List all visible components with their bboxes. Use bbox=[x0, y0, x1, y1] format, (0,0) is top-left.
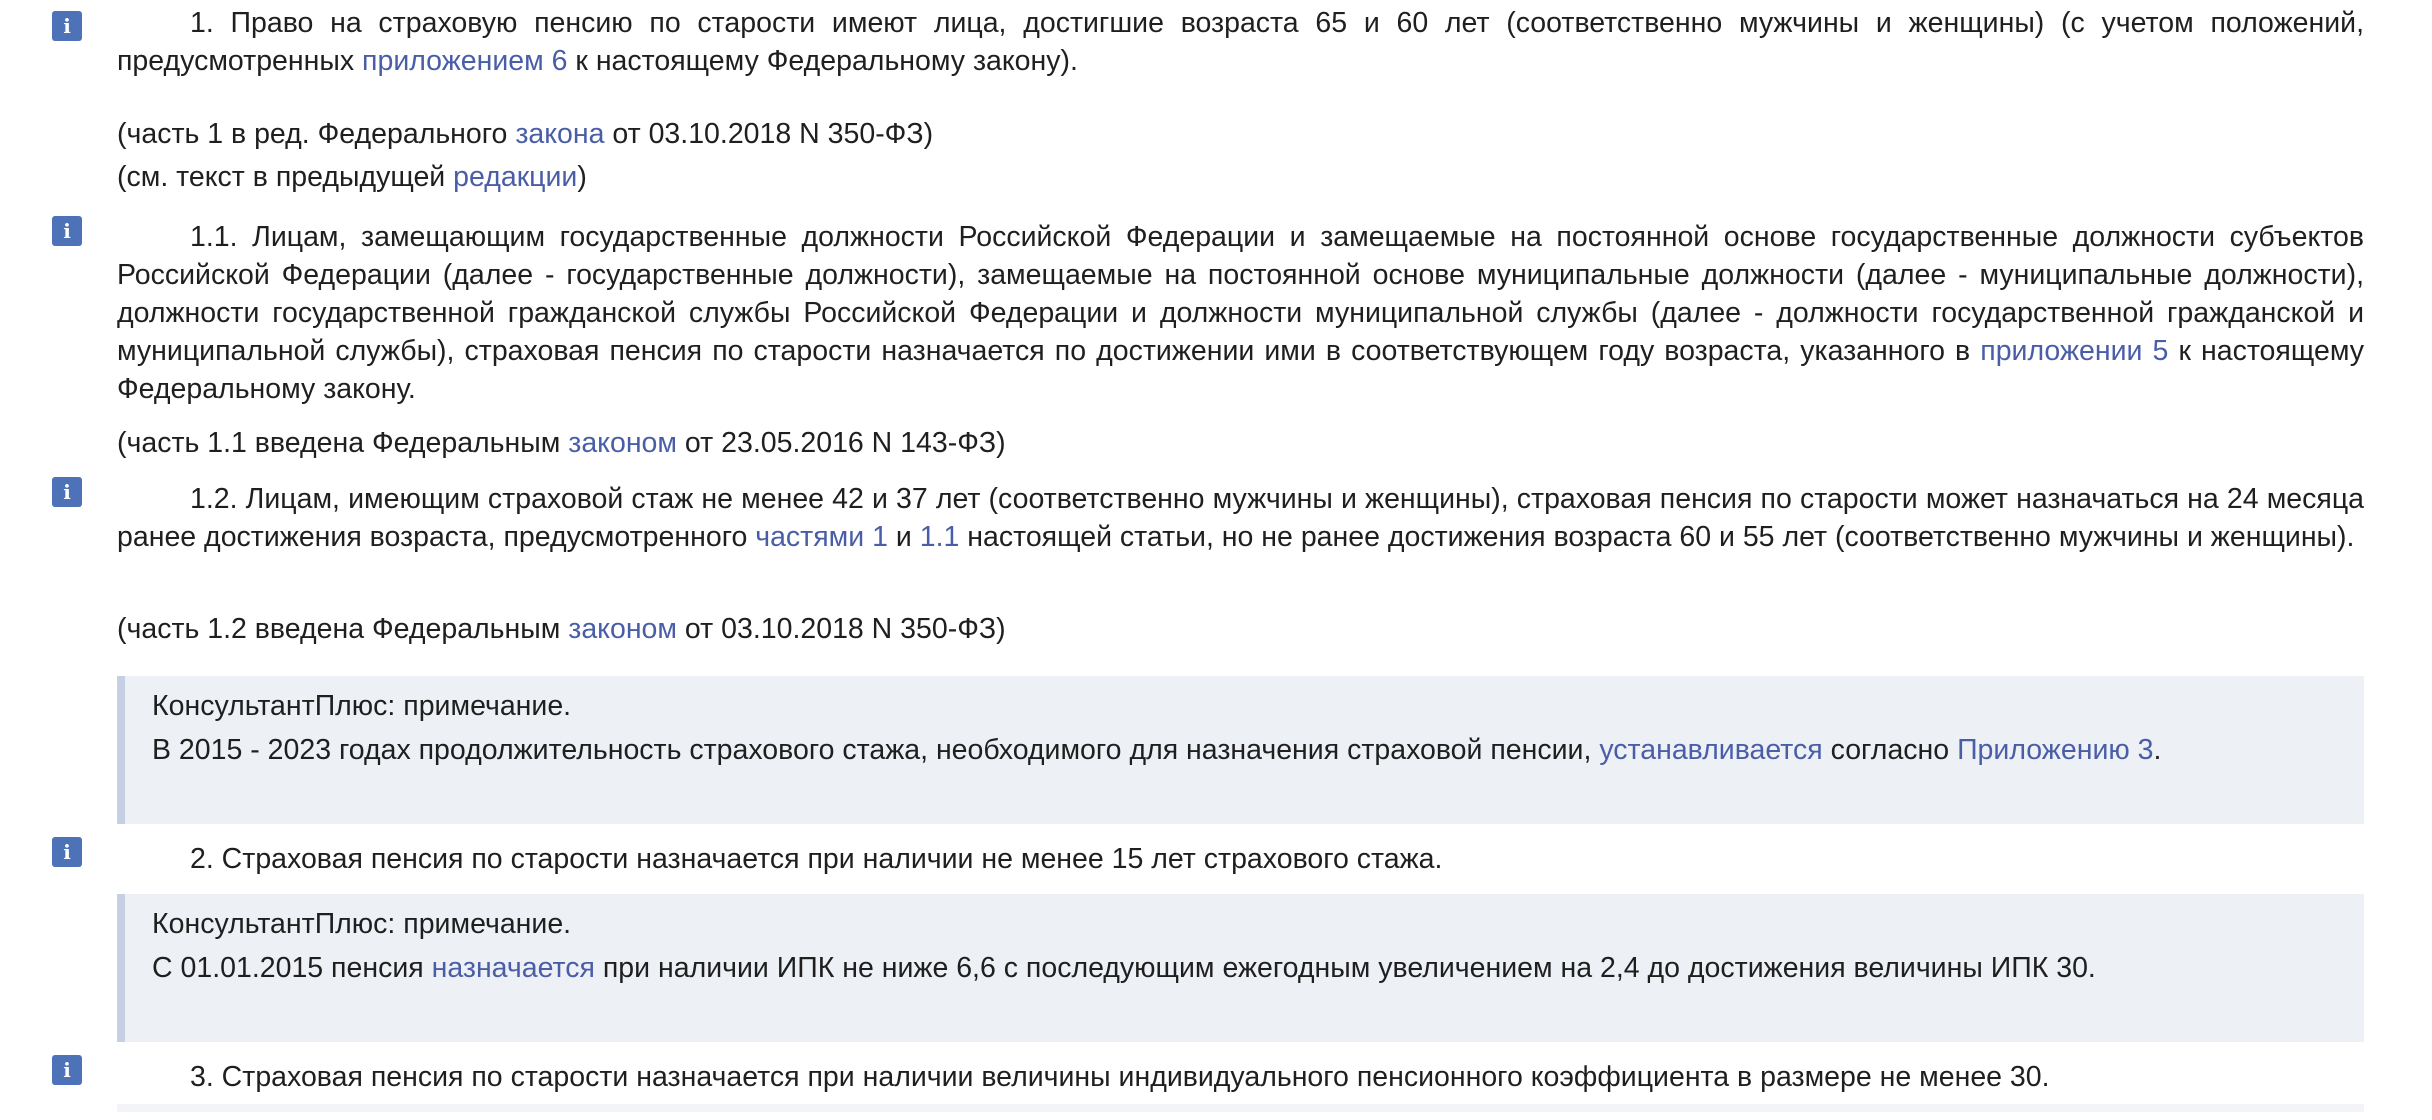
paragraph-2-text: 2. Страховая пенсия по старости назначается при наличии не менее 15 лет страхового стажа. bbox=[190, 843, 1443, 875]
info-icon[interactable]: i bbox=[52, 837, 82, 867]
info-icon[interactable]: i bbox=[52, 1055, 82, 1085]
link-law[interactable]: законом bbox=[568, 613, 678, 645]
link-part-1-1[interactable]: 1.1 bbox=[919, 521, 960, 553]
edition-note-1: (часть 1 в ред. Федерального закона от 03.10.2018 N 350-ФЗ) bbox=[117, 118, 934, 150]
info-icon[interactable]: i bbox=[52, 11, 82, 41]
paragraph-3-text: 3. Страховая пенсия по старости назначается при наличии величины индивидуального пенсионного коэффициента в размере не менее 30. bbox=[190, 1061, 2050, 1093]
paragraph-1-1-text: 1.1. Лицам, замещающим государственные должности Российской Федерации и замещаемые на постоянной основе государственные должности субъектов Российской Федерации (далее - государственные должности), замещаемые на постоянной основе муниципальные должности (далее - муниципальные должности), должности государственной гражданской службы Российской Федерации и должности муниципальной службы (далее - должности государственной гражданской и муниципальной службы), страховая пенсия по старости назначается по достижении ими в соответствующем году возраста, указанного в приложении 5 к настоящему Федеральному закону. bbox=[117, 221, 2364, 405]
paragraph-1-2-text: 1.2. Лицам, имеющим страховой стаж не менее 42 и 37 лет (соответственно мужчины и женщины), страховая пенсия по старости может назначаться на 24 месяца ранее достижения возраста, предусмотренного частями 1 и 1.1 настоящей статьи, но не ранее достижения возраста 60 и 55 лет (соответственно мужчины и женщины). bbox=[117, 483, 2364, 553]
note-text: В 2015 - 2023 годах продолжительность страхового стажа, необходимого для назначения страховой пенсии, устанавливается согласно Приложению 3. bbox=[152, 734, 2162, 766]
paragraph-3 bbox=[117, 1058, 2364, 1096]
link-appendix-6[interactable]: приложением 6 bbox=[362, 45, 568, 77]
info-icon[interactable]: i bbox=[52, 216, 82, 246]
link-parts-1[interactable]: частями 1 bbox=[755, 521, 888, 553]
paragraph-1-2 bbox=[117, 480, 2364, 556]
consultant-note-2 bbox=[117, 894, 2364, 1042]
info-icon[interactable]: i bbox=[52, 477, 82, 507]
note-title: КонсультантПлюс: примечание. bbox=[152, 690, 572, 722]
text-segment: к настоящему Федеральному закону). bbox=[567, 45, 1078, 77]
note-title: КонсультантПлюс: примечание. bbox=[152, 908, 572, 940]
link-assigned[interactable]: назначается bbox=[431, 952, 595, 984]
link-law[interactable]: законом bbox=[568, 427, 678, 459]
text-segment: 1. Право на страховую пенсию по старости имеют лица, достигшие возраста 65 и 60 лет (соответственно мужчины и женщины) (с учетом положений, предусмотренных bbox=[117, 7, 2364, 77]
consultant-note-1 bbox=[117, 676, 2364, 824]
paragraph-1-text bbox=[117, 4, 2364, 80]
paragraph-1-1 bbox=[117, 218, 2364, 408]
previous-edition-note: (см. текст в предыдущей редакции) bbox=[117, 161, 587, 193]
edition-note-1-2: (часть 1.2 введена Федеральным законом от 03.10.2018 N 350-ФЗ) bbox=[117, 613, 1006, 645]
link-law[interactable]: закона bbox=[515, 118, 605, 150]
edition-note-1-1: (часть 1.1 введена Федеральным законом от 23.05.2016 N 143-ФЗ) bbox=[117, 427, 1006, 459]
divider bbox=[117, 1104, 2364, 1112]
link-appendix-5[interactable]: приложении 5 bbox=[1980, 335, 2169, 367]
paragraph-1 bbox=[117, 4, 2364, 80]
link-established[interactable]: устанавливается bbox=[1599, 734, 1823, 766]
link-edition[interactable]: редакции bbox=[453, 161, 578, 193]
note-text: С 01.01.2015 пенсия назначается при наличии ИПК не ниже 6,6 с последующим ежегодным увеличением на 2,4 до достижения величины ИПК 30. bbox=[152, 952, 2096, 984]
paragraph-2 bbox=[117, 840, 2364, 878]
link-appendix-3[interactable]: Приложению 3 bbox=[1957, 734, 2154, 766]
